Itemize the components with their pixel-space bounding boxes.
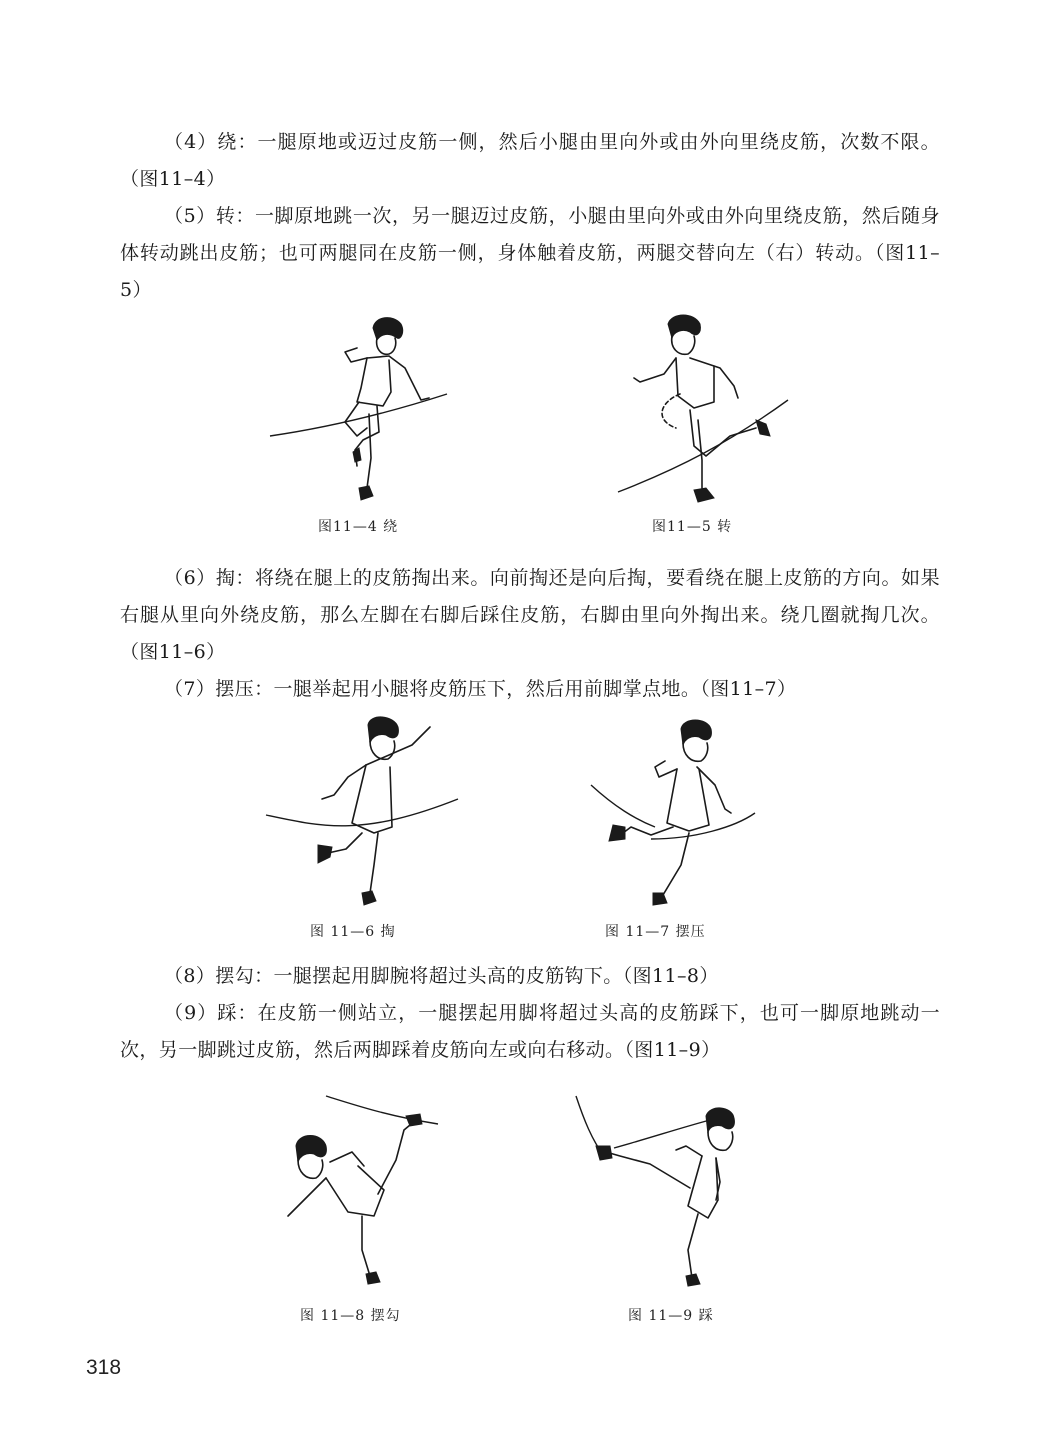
figure-11-4-illustration xyxy=(265,310,455,510)
figure-11-5-caption: 图11—5 转 xyxy=(652,519,733,535)
figure-11-9-caption: 图 11—9 踩 xyxy=(628,1308,714,1324)
page-number: 318 xyxy=(86,1356,122,1379)
figure-11-5-illustration xyxy=(610,310,800,510)
paragraph-bai-ya: （7）摆压：一腿举起用小腿将皮筋压下，然后用前脚掌点地。（图11–7） xyxy=(164,678,797,700)
paragraph-bai-gou: （8）摆勾：一腿摆起用脚腕将超过头高的皮筋钩下。（图11–8） xyxy=(164,965,719,987)
figure-11-8-caption: 图 11—8 摆勾 xyxy=(300,1308,401,1324)
figure-11-8-illustration xyxy=(278,1090,448,1290)
figure-11-6-caption: 图 11—6 掏 xyxy=(310,924,396,940)
figure-11-7-caption: 图 11—7 摆压 xyxy=(605,924,706,940)
paragraph-tao: （6）掏：将绕在腿上的皮筋掏出来。向前掏还是向后掏，要看绕在腿上皮筋的方向。如果右腿从里向外绕皮筋，那么左脚在右脚后踩住皮筋，右脚由里向外掏出来。绕几圈就掏几次。（图11–6） xyxy=(120,567,940,663)
figure-11-6-illustration xyxy=(262,715,462,915)
paragraph-zhuan: （5）转：一脚原地跳一次，另一腿迈过皮筋，小腿由里向外或由外向里绕皮筋，然后随身体转动跳出皮筋；也可两腿同在皮筋一侧，身体触着皮筋，两腿交替向左（右）转动。（图11–5） xyxy=(120,205,940,301)
paragraph-rao: （4）绕：一腿原地或迈过皮筋一侧，然后小腿由里向外或由外向里绕皮筋，次数不限。（图11–4） xyxy=(120,131,940,190)
paragraph-cai: （9）踩：在皮筋一侧站立，一腿摆起用脚将超过头高的皮筋踩下，也可一脚原地跳动一次，另一脚跳过皮筋，然后两脚踩着皮筋向左或向右移动。（图11–9） xyxy=(120,1002,940,1061)
figure-11-9-illustration xyxy=(570,1090,740,1290)
figure-11-7-illustration xyxy=(585,715,785,915)
figure-11-4-caption: 图11—4 绕 xyxy=(318,519,399,535)
